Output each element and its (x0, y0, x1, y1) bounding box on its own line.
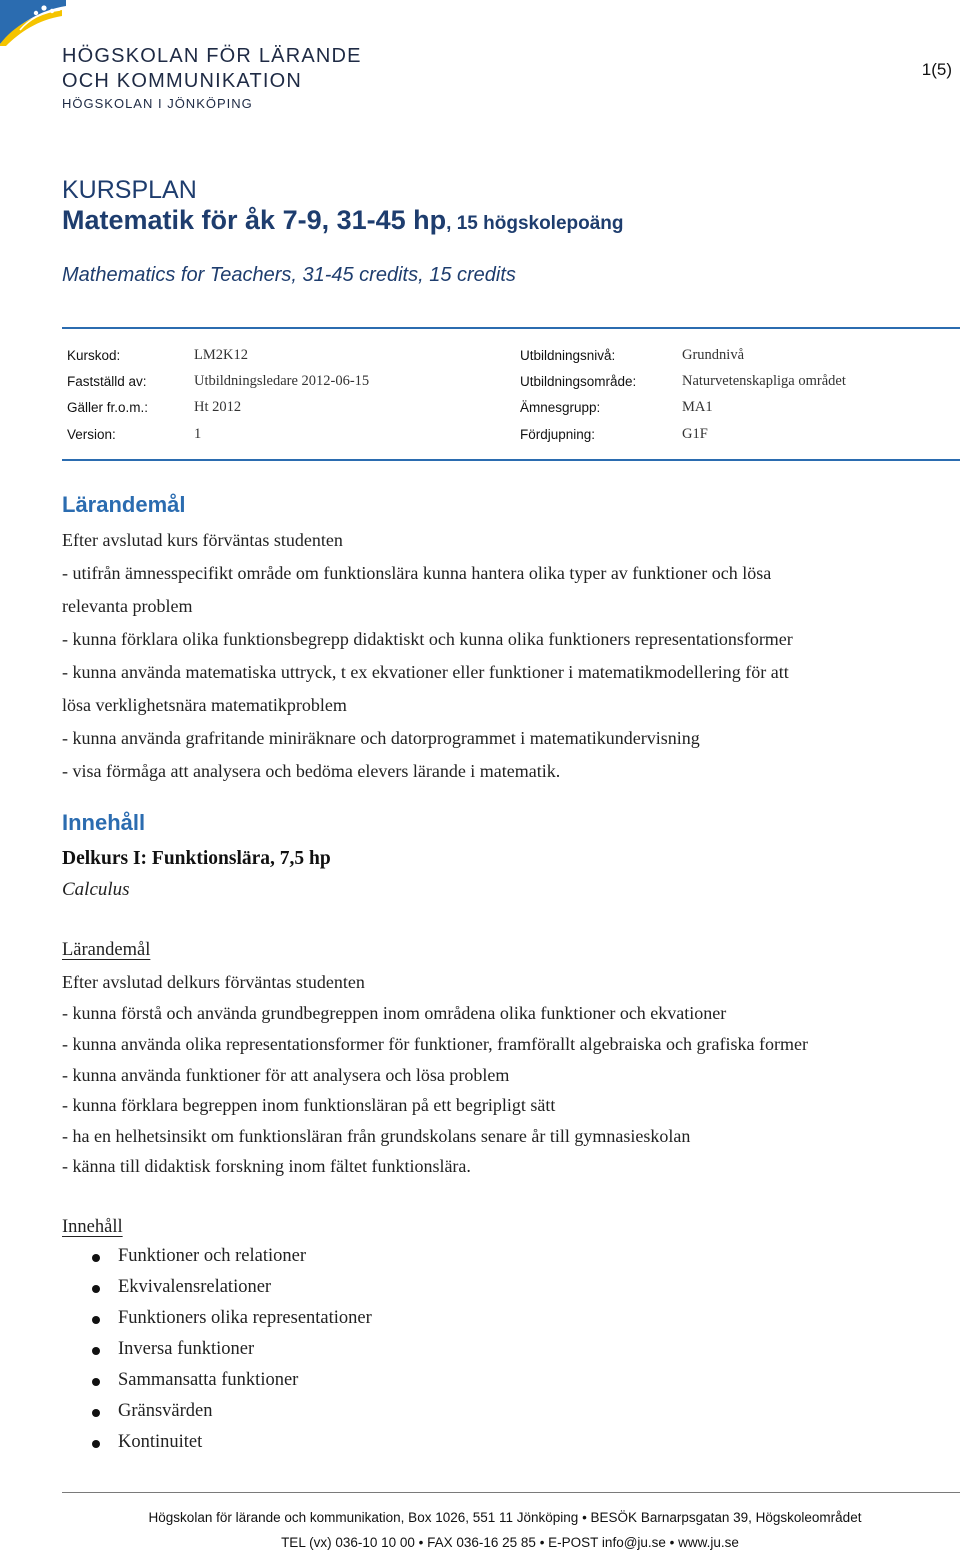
larandemal-line: - visa förmåga att analysera och bedöma elevers lärande i matematik. (62, 761, 561, 781)
subheading-innehall: Innehåll (62, 1217, 123, 1237)
footer-contact: TEL (vx) 036-10 10 00 • FAX 036-16 25 85 • E-POST info@ju.se • www.ju.se (281, 1535, 739, 1550)
bullet-icon (92, 1347, 100, 1355)
larandemal-line: Efter avslutad kurs förväntas studenten (62, 530, 343, 550)
delkurs-subtitle: Calculus (62, 879, 130, 900)
meta-label-utbildningsniva: Utbildningsnivå: (520, 348, 616, 363)
document-type: KURSPLAN (62, 176, 197, 204)
list-item (92, 1432, 372, 1463)
bullet-icon (92, 1285, 100, 1293)
meta-label-version: Version: (67, 427, 116, 442)
meta-value-utbildningsomrade: Naturvetenskapliga området (682, 373, 846, 389)
delkurs-goal-line: - kunna använda funktioner för att analysera och lösa problem (62, 1065, 510, 1085)
subheading-larandemal: Lärandemål (62, 940, 151, 960)
list-item (92, 1246, 372, 1277)
bullet-icon (92, 1316, 100, 1324)
meta-value-kurskod: LM2K12 (194, 347, 248, 363)
section-heading-innehall: Innehåll (62, 810, 146, 835)
logo-line-3: HÖGSKOLAN I JÖNKÖPING (62, 96, 253, 111)
topic-label: Gränsvärden (118, 1401, 213, 1421)
course-credits: , 15 högskolepoäng (446, 213, 624, 234)
delkurs-goal-line: - kunna förklara begreppen inom funktionsläran på ett begripligt sätt (62, 1095, 556, 1115)
footer-address: Högskolan för lärande och kommunikation, Box 1026, 551 11 Jönköping • BESÖK Barnarpsgatan 39, Högskoleområdet (148, 1510, 862, 1525)
meta-label-kurskod: Kurskod: (67, 348, 121, 363)
meta-value-utbildningsniva: Grundnivå (682, 347, 745, 363)
topic-label: Sammansatta funktioner (118, 1370, 299, 1390)
meta-top-divider (62, 327, 960, 329)
course-name: Matematik för åk 7-9, 31-45 hp (62, 205, 447, 235)
logo-line-2: OCH KOMMUNIKATION (62, 70, 303, 92)
footer-divider (62, 1492, 960, 1493)
delkurs-title: Delkurs I: Funktionslära, 7,5 hp (62, 848, 331, 869)
meta-value-galler: Ht 2012 (194, 399, 242, 415)
meta-value-version: 1 (194, 426, 202, 442)
larandemal-line: - kunna använda matematiska uttryck, t ex ekvationer eller funktioner i matematikmodellering för att (62, 662, 789, 682)
topic-label: Kontinuitet (118, 1432, 203, 1452)
meta-label-amnesgrupp: Ämnesgrupp: (520, 400, 601, 415)
topic-list (92, 1246, 372, 1463)
bullet-icon (92, 1254, 100, 1262)
meta-value-amnesgrupp: MA1 (682, 399, 713, 415)
logo-line-1: HÖGSKOLAN FÖR LÄRANDE (62, 45, 362, 67)
meta-label-faststalld: Fastställd av: (67, 374, 147, 389)
page-number: 1(5) (921, 60, 952, 79)
bullet-icon (92, 1440, 100, 1448)
larandemal-line: relevanta problem (62, 596, 193, 616)
logo-emblem-icon (0, 0, 66, 46)
delkurs-goal-line: - ha en helhetsinsikt om funktionsläran från grundskolans senare år till gymnasieskolan (62, 1126, 691, 1146)
bullet-icon (92, 1378, 100, 1386)
bullet-icon (92, 1409, 100, 1417)
meta-label-galler: Gäller fr.o.m.: (67, 400, 149, 415)
larandemal-line: - kunna använda grafritande miniräknare och datorprogrammet i matematikundervisning (62, 728, 700, 748)
topic-label: Inversa funktioner (118, 1339, 255, 1359)
delkurs-goal-line: Efter avslutad delkurs förväntas studenten (62, 972, 365, 992)
topic-label: Ekvivalensrelationer (118, 1277, 272, 1297)
larandemal-line: - utifrån ämnesspecifikt område om funktionslära kunna hantera olika typer av funktioner och lösa (62, 563, 772, 583)
meta-label-fordjupning: Fördjupning: (520, 427, 596, 442)
english-course-title: Mathematics for Teachers, 31-45 credits, 15 credits (62, 264, 516, 286)
larandemal-line: - kunna förklara olika funktionsbegrepp didaktiskt och kunna olika funktioners representationsformer (62, 629, 793, 649)
delkurs-goal-line: - kunna förstå och använda grundbegreppen inom områdena olika funktioner och ekvationer (62, 1003, 727, 1023)
delkurs-goal-line: - kunna använda olika representationsformer för funktioner, framförallt algebraiska och grafiska former (62, 1034, 808, 1054)
meta-value-fordjupning: G1F (682, 426, 708, 442)
list-item (92, 1370, 372, 1401)
meta-label-utbildningsomrade: Utbildningsområde: (520, 374, 637, 389)
meta-bottom-divider (62, 459, 960, 461)
list-item (92, 1401, 372, 1432)
list-item (92, 1277, 372, 1308)
topic-label: Funktioner och relationer (118, 1246, 307, 1266)
topic-label: Funktioners olika representationer (118, 1308, 372, 1328)
meta-value-faststalld: Utbildningsledare 2012-06-15 (194, 373, 370, 389)
larandemal-line: lösa verklighetsnära matematikproblem (62, 695, 347, 715)
list-item (92, 1308, 372, 1339)
delkurs-goal-line: - känna till didaktisk forskning inom fältet funktionslära. (62, 1156, 471, 1176)
institution-logo (0, 0, 380, 115)
list-item (92, 1339, 372, 1370)
section-heading-larandemal: Lärandemål (62, 492, 186, 517)
course-title (62, 205, 624, 236)
